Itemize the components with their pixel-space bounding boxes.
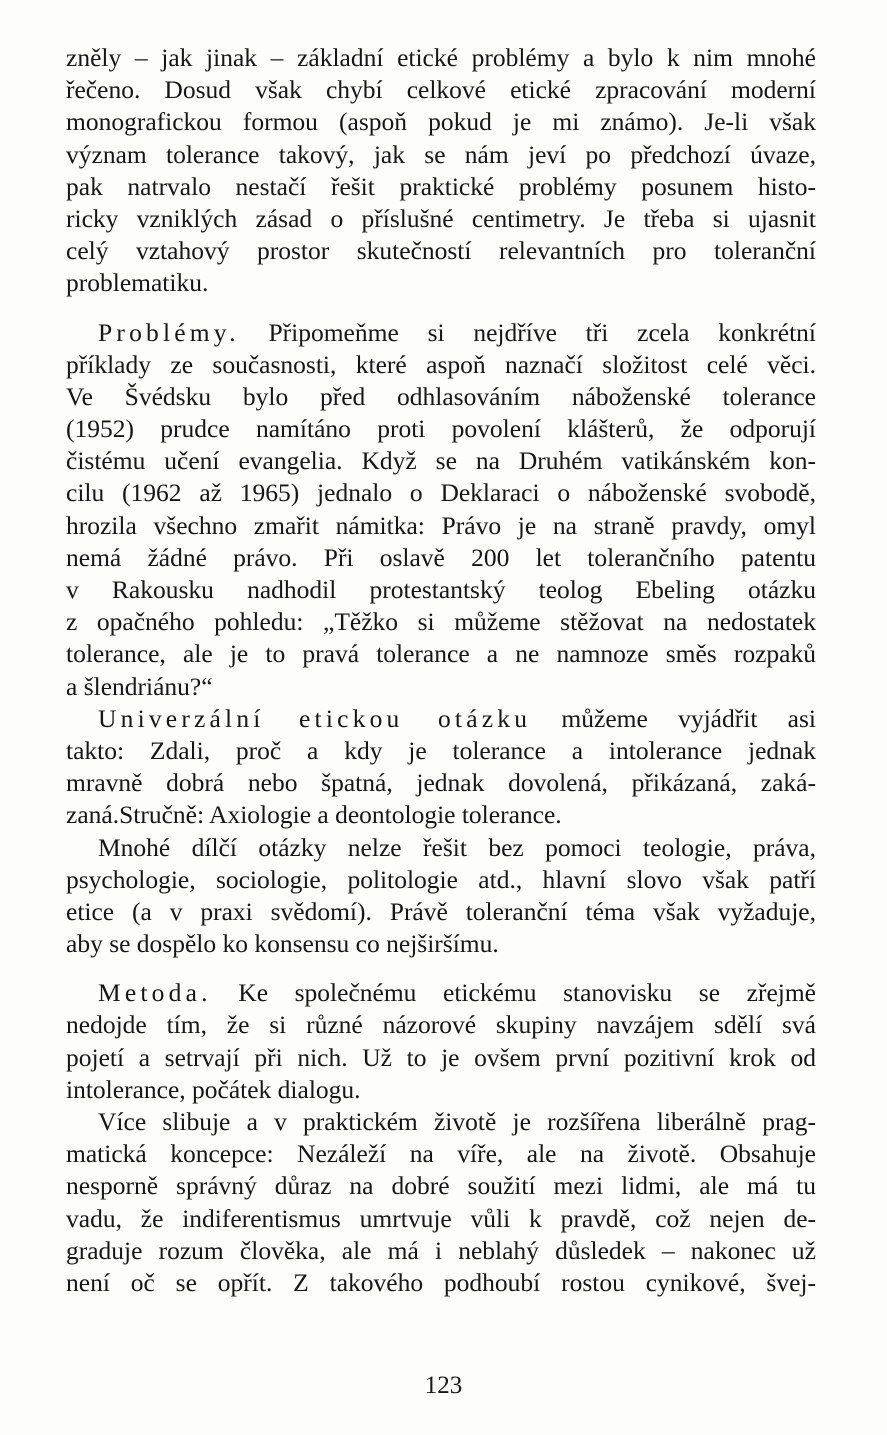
text-line xyxy=(66,767,816,799)
text-line xyxy=(66,267,816,299)
body-text xyxy=(66,42,816,1299)
text-line xyxy=(66,1106,816,1138)
line-text: hrozila všechno zmařit námitka: Právo je na straně pravdy, omyl xyxy=(66,510,816,540)
line-text: Ke společnému etickému stanovisku se zřejmě xyxy=(211,978,816,1008)
line-text: z opačného pohledu: „Těžko si můžeme stěžovat na nedostatek xyxy=(66,607,816,637)
text-line xyxy=(66,1042,816,1074)
line-text: pojetí a setrvají při nich. Už to je ovšem první pozitivní krok od xyxy=(66,1042,816,1072)
text-line xyxy=(66,1267,816,1299)
text-line xyxy=(66,74,816,106)
line-text: monografickou formou (aspoň pokud je mi známo). Je-li však xyxy=(66,107,816,137)
text-line xyxy=(66,832,816,864)
line-text: celý vztahový prostor skutečností relevantních pro toleranční xyxy=(66,236,816,266)
text-line xyxy=(66,574,816,606)
text-line xyxy=(66,445,816,477)
text-line xyxy=(66,671,816,703)
line-text: nesporně správný důraz na dobré soužití mezi lidmi, ale má tu xyxy=(66,1171,816,1201)
text-line xyxy=(66,139,816,171)
line-text: zněly – jak jinak – základní etické problémy a bylo k nim mnohé xyxy=(66,43,816,72)
text-line xyxy=(66,799,816,831)
line-text: Více slibuje a v praktickém životě je rozšířena liberálně prag- xyxy=(98,1107,816,1136)
line-text: etice (a v praxi svědomí). Právě toleranční téma však vyžaduje, xyxy=(66,896,816,926)
line-text: nemá žádné právo. Při oslavě 200 let tolerančního patentu xyxy=(66,542,816,572)
text-line xyxy=(66,1138,816,1170)
text-line xyxy=(66,171,816,203)
paragraph-gap xyxy=(66,300,816,317)
text-line xyxy=(66,703,816,735)
section-heading: Problémy. xyxy=(98,317,240,347)
section-heading: Univerzální etickou otázku xyxy=(98,703,532,733)
line-text: cilu (1962 až 1965) jednalo o Deklaraci o náboženské svobodě, xyxy=(66,478,816,508)
text-line xyxy=(66,349,816,381)
text-line xyxy=(66,510,816,542)
text-line xyxy=(66,477,816,509)
line-text: není oč se opřít. Z takového podhoubí rostou cynikové, švej- xyxy=(66,1267,816,1297)
text-line xyxy=(66,106,816,138)
text-line xyxy=(66,638,816,670)
text-line xyxy=(66,1170,816,1202)
text-line xyxy=(66,1074,816,1106)
text-line xyxy=(66,1203,816,1235)
text-line xyxy=(66,928,816,960)
line-text: vadu, že indiferentismus umrtvuje vůli k pravdě, což nejen de- xyxy=(66,1203,816,1233)
line-text: Mnohé dílčí otázky nelze řešit bez pomoci teologie, práva, xyxy=(98,832,816,862)
text-line xyxy=(66,542,816,574)
line-text: matická koncepce: Nezáleží na víře, ale na životě. Obsahuje xyxy=(66,1139,816,1169)
text-line xyxy=(66,1009,816,1041)
text-line xyxy=(66,896,816,928)
line-text: graduje rozum člověka, ale má i neblahý důsledek – nakonec už xyxy=(66,1235,816,1265)
text-line xyxy=(66,1235,816,1267)
line-text: význam tolerance takový, jak se nám jeví po předchozí úvaze, xyxy=(66,139,816,169)
text-line xyxy=(66,977,816,1009)
line-text: ricky vzniklých zásad o příslušné centimetry. Je třeba si ujasnit xyxy=(66,203,816,233)
line-text: tolerance, ale je to pravá tolerance a ne namnoze směs rozpaků xyxy=(66,639,816,669)
line-text: (1952) prudce namítáno proti povolení klášterů, že odporují xyxy=(66,414,816,444)
line-text: intolerance, počátek dialogu. xyxy=(66,1074,361,1104)
text-line xyxy=(66,413,816,445)
page-number: 123 xyxy=(424,1372,463,1399)
line-text: problematiku. xyxy=(66,268,209,298)
line-text: aby se dospělo ko konsensu co nejširšímu. xyxy=(66,929,499,959)
text-line xyxy=(66,735,816,767)
line-text: a šlendriánu?“ xyxy=(66,671,213,701)
text-line xyxy=(66,42,816,74)
line-text: takto: Zdali, proč a kdy je tolerance a intolerance jednak xyxy=(66,735,816,765)
line-text: Ve Švédsku bylo před odhlasováním náboženské tolerance xyxy=(66,381,816,411)
text-line xyxy=(66,606,816,638)
line-text: pak natrvalo nestačí řešit praktické problémy posunem histo- xyxy=(66,171,816,201)
text-line xyxy=(66,235,816,267)
line-text: příklady ze současnosti, které aspoň naznačí složitost celé věci. xyxy=(66,349,816,379)
line-text: čistému učení evangelia. Když se na Druhém vatikánském kon- xyxy=(66,446,816,476)
line-text: můžeme vyjádřit asi xyxy=(531,703,817,733)
line-text: Připomeňme si nejdříve tři zcela konkrétní xyxy=(239,317,816,347)
line-text: psychologie, sociologie, politologie atd., hlavní slovo však patří xyxy=(66,864,816,894)
line-text: nedojde tím, že si různé názorové skupiny navzájem sdělí svá xyxy=(66,1010,816,1040)
text-line xyxy=(66,317,816,349)
paragraph-gap xyxy=(66,960,816,977)
line-text: v Rakousku nadhodil protestantský teolog Ebeling otázku xyxy=(66,575,816,604)
text-line xyxy=(66,381,816,413)
text-line xyxy=(66,203,816,235)
line-text: mravně dobrá nebo špatná, jednak dovolená, přikázaná, zaká- xyxy=(66,768,816,798)
line-text: zaná.Stručně: Axiologie a deontologie tolerance. xyxy=(66,800,562,830)
section-heading: Metoda. xyxy=(98,978,212,1008)
text-line xyxy=(66,864,816,896)
line-text: řečeno. Dosud však chybí celkové etické zpracování moderní xyxy=(66,75,816,105)
